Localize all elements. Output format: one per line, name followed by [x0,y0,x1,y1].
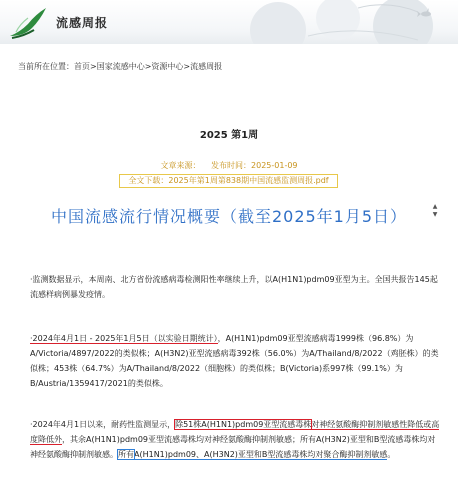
paragraph-3-lead: ·2024年4月1日以来，耐药性监测显示， [30,420,176,429]
breadcrumb-separator: > [90,62,97,71]
summary-paragraph-1: ·监测数据显示，本周南、北方省份流感病毒检测阳性率继续上升，以A(H1N1)pdm09亚型为主。全国共报告145起流感样病例暴发疫情。 [30,275,438,299]
highlight-underline-red: 对神经氨酸酶抑制剂敏感性降低或高度降低外 [30,420,440,444]
source-label: 文章来源： [160,161,201,170]
download-box [119,174,338,188]
summary-paragraph-2 [30,331,440,391]
highlight-box-red: 除51株A(H1N1)pdm09亚型流感毒株 [175,420,312,429]
leaf-logo-icon [6,2,50,42]
scroll-arrows-icon[interactable] [430,203,440,221]
download-pdf-link[interactable]: 2025年第1周第838期中国流感监测周报.pdf [168,176,329,185]
scroll-up-icon[interactable]: ▲ [432,203,438,210]
breadcrumb-prefix: 当前所在位置： [18,62,74,71]
breadcrumb-home-link[interactable]: 首页 [74,62,90,71]
paragraph-3-end: 。 [387,450,396,459]
paragraph-2-text: ，A(H1N1)pdm09亚型流感病毒1999株（96.8%）为A/Victoria/4897/2022的类似株；A(H3N2)亚型流感病毒392株（56.0%）为A/Thailand/8/2022（鸡胚株）的类似株；453株（64.7%）为A/Thailand/8/2022（细胞株）的类似株；B(Victoria)系997株（99.1%）为B/Austria/1359417/2021的类似株。 [30,334,439,388]
highlight-date-range: ·2024年4月1日 - 2025年1月5日（以实验日期统计） [30,334,218,343]
publish-date: 发布时间：2025-01-09 [211,161,298,170]
highlight-box-blue: 所有 [118,450,134,459]
paragraph-3-mid: ，其余A(H1N1)pdm09亚型流感毒株均对神经氨酸酶抑制剂敏感；所有A(H3N2)亚型和B型流感毒株均对神经氨酸酶抑制剂敏感。 [30,435,436,459]
banner-title: 流感周报 [56,16,109,30]
article-meta [0,160,458,171]
breadcrumb-separator: > [144,62,152,71]
scroll-down-icon[interactable]: ▼ [432,211,438,218]
header-banner [0,0,458,44]
report-headline: 中国流感流行情况概要（截至2025年1月5日） [50,207,408,226]
breadcrumb-current-link[interactable]: 流感周报 [190,62,223,71]
banner-decoration [158,0,458,44]
breadcrumb-center-link[interactable]: 国家流感中心 [96,62,145,71]
summary-paragraph-3 [30,417,440,462]
download-label: 全文下载： [128,176,169,185]
breadcrumb [18,61,222,72]
breadcrumb-separator: > [183,62,191,71]
breadcrumb-resources-link[interactable]: 资源中心 [151,62,184,71]
highlight-underline-blue: A(H1N1)pdm09、A(H3N2)亚型和B型流感毒株均对聚合酶抑制剂敏感 [134,450,388,459]
issue-title: 2025 第1周 [199,130,259,141]
